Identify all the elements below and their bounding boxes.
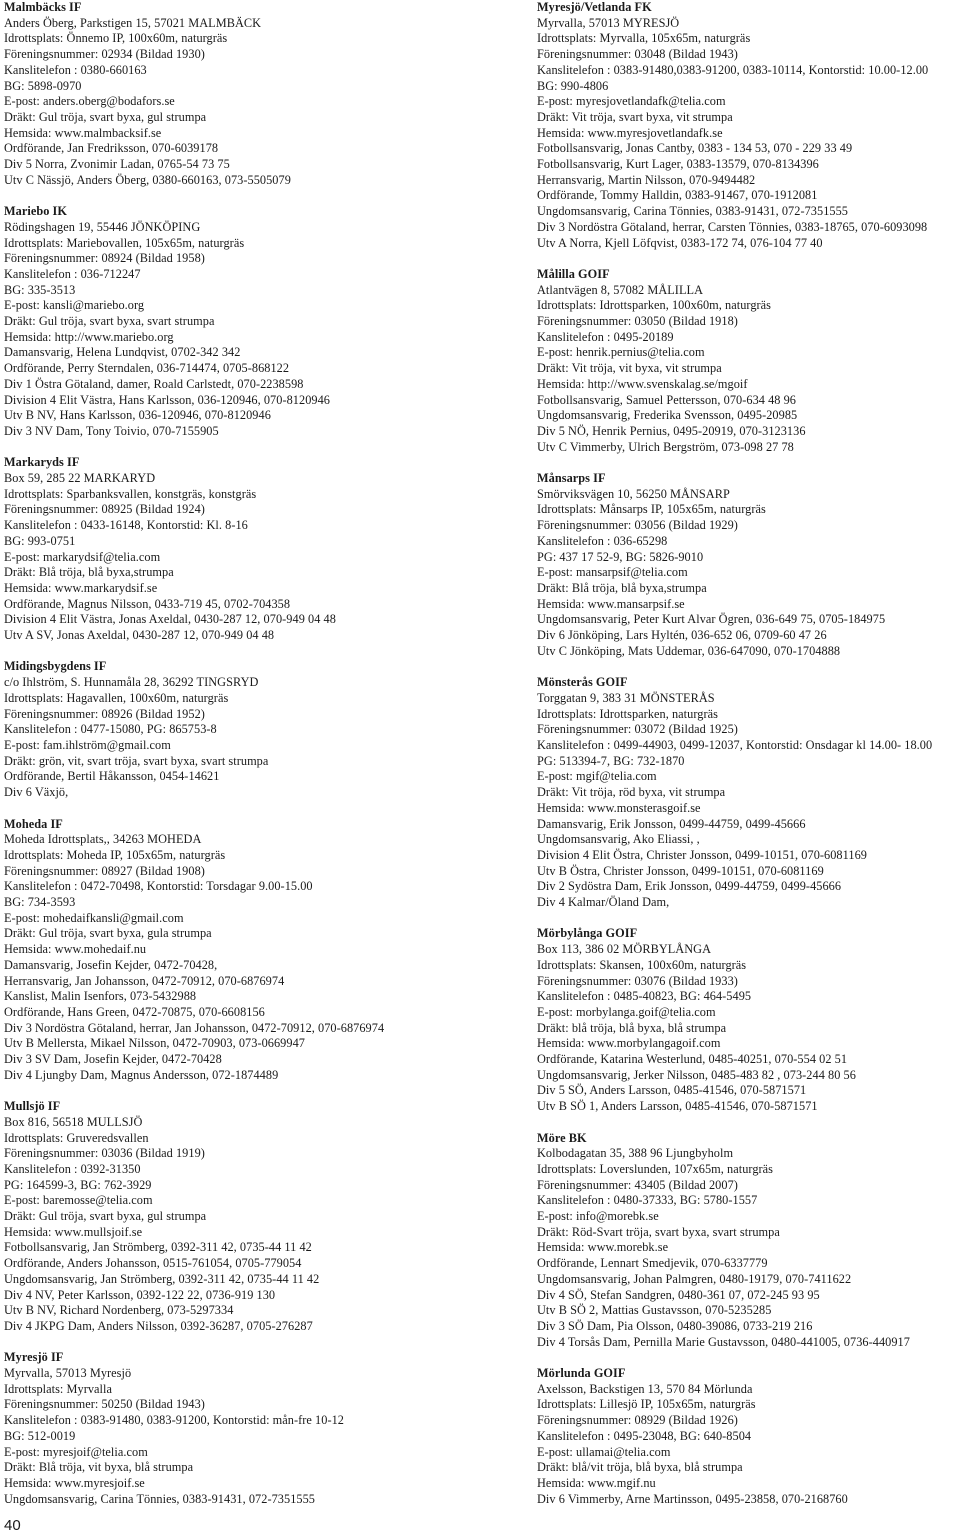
club-detail-line: Div 6 Jönköping, Lars Hyltén, 036-652 06, 0709-60 47 26 [537, 628, 827, 643]
club-detail-line: Kanslitelefon : 036-65298 [537, 533, 668, 548]
club-detail-line: Idrottsplats: Idrottsparken, naturgräs [537, 706, 718, 721]
page-number: 40 [4, 1517, 21, 1534]
club-detail-line: Kanslitelefon : 0383-91480,0383-91200, 0383-10114, Kontorstid: 10.00-12.00 [537, 62, 929, 77]
club-detail-line: Div 3 SÖ Dam, Pia Olsson, 0480-39086, 0733-219 216 [537, 1318, 813, 1333]
club-name: Mörbylånga GOIF [537, 926, 638, 941]
club-detail-line: PG: 513394-7, BG: 732-1870 [537, 753, 685, 768]
club-entry-mullsjo-if [4, 1099, 472, 1335]
club-detail-line: Hemsida: www.markarydsif.se [4, 580, 158, 595]
club-detail-line: Idrottsplats: Myrvalla [4, 1381, 112, 1396]
club-detail-line: Moheda Idrottsplats,, 34263 MOHEDA [4, 832, 202, 847]
club-detail-line: PG: 164599-3, BG: 762-3929 [4, 1177, 152, 1192]
club-detail-line: BG: 990-4806 [537, 78, 609, 93]
club-detail-line: Herransvarig, Jan Johansson, 0472-70912, 070-6876974 [4, 973, 285, 988]
club-detail-line: Utv B SÖ 2, Mattias Gustavsson, 070-5235285 [537, 1303, 772, 1318]
club-detail-line: Div 4 Ljungby Dam, Magnus Andersson, 072-1874489 [4, 1067, 279, 1082]
club-detail-line: Föreningsnummer: 08925 (Bildad 1924) [4, 502, 205, 517]
club-detail-line: BG: 993-0751 [4, 533, 76, 548]
club-detail-line: Föreningsnummer: 03056 (Bildad 1929) [537, 518, 738, 533]
club-detail-line: Div 5 NÖ, Henrik Pernius, 0495-20919, 070-3123136 [537, 423, 806, 438]
club-detail-line: Fotbollsansvarig, Jan Strömberg, 0392-311 42, 0735-44 11 42 [4, 1240, 312, 1255]
club-detail-line: Div 5 Norra, Zvonimir Ladan, 0765-54 73 75 [4, 157, 230, 172]
club-detail-line: Ungdomsansvarig, Carina Tönnies, 0383-91431, 072-7351555 [537, 204, 848, 219]
club-detail-line: Kanslitelefon : 0495-23048, BG: 640-8504 [537, 1428, 752, 1443]
club-detail-line: Myrvalla, 57013 MYRESJÖ [537, 15, 680, 30]
club-detail-line: Hemsida: www.malmbacksif.se [4, 125, 162, 140]
club-entry-myresjo-vetlanda-fk [537, 0, 957, 251]
club-entry-mansarps-if [537, 471, 957, 659]
club-detail-line: BG: 734-3593 [4, 895, 76, 910]
club-detail-line: Idrottsplats: Sparbanksvallen, konstgräs, konstgräs [4, 486, 257, 501]
club-detail-line: Utv B NV, Hans Karlsson, 036-120946, 070-8120946 [4, 408, 271, 423]
club-detail-line: E-post: myresjoif@telia.com [4, 1444, 148, 1459]
club-detail-line: Hemsida: www.mansarpsif.se [537, 596, 685, 611]
club-detail-line: Kanslitelefon : 0383-91480, 0383-91200, Kontorstid: mån-fre 10-12 [4, 1413, 344, 1428]
club-detail-line: Ordförande, Magnus Nilsson, 0433-719 45, 0702-704358 [4, 596, 291, 611]
club-detail-line: Fotbollsansvarig, Samuel Pettersson, 070-634 48 96 [537, 392, 797, 407]
club-detail-line: Utv B Östra, Christer Jonsson, 0499-10151, 070-6081169 [537, 863, 824, 878]
club-detail-line: Utv A SV, Jonas Axeldal, 0430-287 12, 070-949 04 48 [4, 628, 275, 643]
club-detail-line: Dräkt: Blå tröja, vit byxa, blå strumpa [4, 1460, 194, 1475]
club-entry-more-bk [537, 1131, 957, 1351]
club-detail-line: Utv C Nässjö, Anders Öberg, 0380-660163, 073-5505079 [4, 172, 291, 187]
club-detail-line: Dräkt: Gul tröja, svart byxa, gula strumpa [4, 926, 212, 941]
club-detail-line: Dräkt: Blå tröja, blå byxa,strumpa [4, 565, 174, 580]
club-detail-line: Div 3 Nordöstra Götaland, herrar, Carsten Tönnies, 0383-18765, 070-6093098 [537, 219, 928, 234]
club-detail-line: Division 4 Elit Västra, Hans Karlsson, 036-120946, 070-8120946 [4, 392, 330, 407]
club-detail-line: E-post: ullamai@telia.com [537, 1444, 671, 1459]
club-detail-line: E-post: baremosse@telia.com [4, 1193, 153, 1208]
left-column [4, 0, 472, 1507]
club-detail-line: Div 6 Vimmerby, Arne Martinsson, 0495-23858, 070-2168760 [537, 1491, 848, 1506]
club-detail-line: Hemsida: www.mohedaif.nu [4, 942, 147, 957]
club-detail-line: BG: 5898-0970 [4, 78, 82, 93]
club-detail-line: Utv C Jönköping, Mats Uddemar, 036-647090, 070-1704888 [537, 643, 841, 658]
club-entry-morlunda-goif [537, 1366, 957, 1507]
club-detail-line: E-post: fam.ihlström@gmail.com [4, 738, 171, 752]
club-detail-line: Föreningsnummer: 43405 (Bildad 2007) [537, 1177, 738, 1192]
club-entry-midingsbygdens-if [4, 659, 472, 800]
club-entry-mariebo-ik [4, 204, 472, 440]
club-detail-line: Ordförande, Jan Fredriksson, 070-6039178 [4, 141, 219, 156]
club-name: Målilla GOIF [537, 266, 610, 281]
club-detail-line: Idrottsplats: Önnemo IP, 100x60m, naturgräs [4, 31, 228, 46]
club-detail-line: Ungdomsansvarig, Ako Eliassi, , [537, 832, 700, 847]
club-detail-line: Div 3 NV Dam, Tony Toivio, 070-7155905 [4, 423, 219, 438]
club-detail-line: Kanslitelefon : 0480-37333, BG: 5780-1557 [537, 1193, 758, 1208]
club-detail-line: Kanslitelefon : 0495-20189 [537, 329, 674, 344]
club-detail-line: Fotbollsansvarig, Kurt Lager, 0383-13579, 070-8134396 [537, 157, 819, 172]
club-name: Mariebo IK [4, 204, 67, 219]
club-detail-line: Ordförande, Anders Johansson, 0515-761054, 0705-779054 [4, 1256, 302, 1271]
club-detail-line: Föreningsnummer: 02934 (Bildad 1930) [4, 47, 205, 62]
club-entry-myresjo-if [4, 1350, 472, 1507]
club-detail-line: Dräkt: Gul tröja, svart byxa, gul strumpa [4, 1209, 207, 1224]
club-detail-line: Hemsida: www.monsterasgoif.se [537, 800, 701, 815]
club-detail-line: Damansvarig, Helena Lundqvist, 0702-342 342 [4, 345, 241, 360]
club-detail-line: Dräkt: grön, vit, svart tröja, svart byxa, svart strumpa [4, 753, 269, 768]
club-detail-line: Division 4 Elit Västra, Jonas Axeldal, 0430-287 12, 070-949 04 48 [4, 612, 336, 627]
club-detail-line: Utv B SÖ 1, Anders Larsson, 0485-41546, 070-5871571 [537, 1099, 818, 1114]
club-detail-line: Kanslist, Malin Isenfors, 073-5432988 [4, 989, 197, 1004]
club-detail-line: Dräkt: blå tröja, blå byxa, blå strumpa [537, 1020, 727, 1035]
club-detail-line: Ordförande, Perry Sterndalen, 036-714474, 0705-868122 [4, 361, 290, 376]
club-detail-line: Anders Öberg, Parkstigen 15, 57021 MALMBÄCK [4, 15, 262, 30]
club-detail-line: Div 3 Nordöstra Götaland, herrar, Jan Johansson, 0472-70912, 070-6876974 [4, 1020, 385, 1035]
club-entry-monsteras-goif [537, 675, 957, 911]
club-detail-line: Ungdomsansvarig, Carina Tönnies, 0383-91431, 072-7351555 [4, 1491, 315, 1506]
club-detail-line: E-post: mansarpsif@telia.com [537, 565, 688, 580]
club-detail-line: Kanslitelefon : 0477-15080, PG: 865753-8 [4, 722, 217, 737]
club-detail-line: Ungdomsansvarig, Jerker Nilsson, 0485-483 82 , 073-244 80 56 [537, 1067, 856, 1082]
club-detail-line: E-post: mohedaifkansli@gmail.com [4, 910, 184, 925]
club-detail-line: E-post: kansli@mariebo.org [4, 298, 145, 313]
club-detail-line: Utv B Mellersta, Mikael Nilsson, 0472-70903, 073-0669947 [4, 1036, 305, 1051]
club-detail-line: Kanslitelefon : 036-712247 [4, 266, 141, 281]
club-detail-line: Box 816, 56518 MULLSJÖ [4, 1114, 143, 1129]
club-detail-line: Kanslitelefon : 0499-44903, 0499-12037, Kontorstid: Onsdagar kl 14.00- 18.00 [537, 738, 933, 752]
club-detail-line: Myrvalla, 57013 Myresjö [4, 1366, 132, 1381]
club-detail-line: Föreningsnummer: 08926 (Bildad 1952) [4, 706, 205, 721]
club-detail-line: Div 3 SV Dam, Josefin Kejder, 0472-70428 [4, 1052, 222, 1067]
club-detail-line: Idrottsplats: Lillesjö IP, 105x65m, naturgräs [537, 1397, 756, 1412]
club-detail-line: Kanslitelefon : 0472-70498, Kontorstid: Torsdagar 9.00-15.00 [4, 879, 313, 894]
club-detail-line: E-post: markarydsif@telia.com [4, 549, 161, 564]
club-detail-line: Föreningsnummer: 03050 (Bildad 1918) [537, 314, 738, 329]
club-detail-line: Idrottsplats: Gruveredsvallen [4, 1130, 149, 1145]
club-detail-line: Kanslitelefon : 0380-660163 [4, 62, 147, 77]
club-detail-line: Föreningsnummer: 08927 (Bildad 1908) [4, 863, 205, 878]
club-detail-line: Hemsida: www.morbylangagoif.com [537, 1036, 721, 1051]
club-detail-line: Idrottsplats: Hagavallen, 100x60m, naturgräs [4, 690, 229, 705]
club-detail-line: Kolbodagatan 35, 388 96 Ljungbyholm [537, 1146, 734, 1161]
club-detail-line: Kanslitelefon : 0392-31350 [4, 1161, 141, 1176]
club-detail-line: Idrottsplats: Moheda IP, 105x65m, naturgräs [4, 847, 226, 862]
club-detail-line: Div 1 Östra Götaland, damer, Roald Carlstedt, 070-2238598 [4, 376, 304, 391]
club-detail-line: E-post: anders.oberg@bodafors.se [4, 94, 175, 109]
club-detail-line: Föreningsnummer: 50250 (Bildad 1943) [4, 1397, 205, 1412]
club-detail-line: Ungdomsansvarig, Johan Palmgren, 0480-19179, 070-7411622 [537, 1271, 852, 1286]
club-entry-morbylanga-goif [537, 926, 957, 1114]
club-entry-markaryds-if [4, 455, 472, 643]
club-detail-line: Div 4 NV, Peter Karlsson, 0392-122 22, 0736-919 130 [4, 1287, 276, 1302]
club-detail-line: Smörviksvägen 10, 56250 MÅNSARP [537, 486, 730, 501]
club-detail-line: Utv B NV, Richard Nordenberg, 073-5297334 [4, 1303, 234, 1318]
club-detail-line: Hemsida: www.mgif.nu [537, 1476, 656, 1490]
club-detail-line: Idrottsplats: Månsarps IP, 105x65m, naturgräs [537, 502, 766, 517]
club-detail-line: Ordförande, Bertil Håkansson, 0454-14621 [4, 769, 220, 784]
club-detail-line: Box 59, 285 22 MARKARYD [4, 471, 156, 486]
club-detail-line: Div 2 Sydöstra Dam, Erik Jonsson, 0499-44759, 0499-45666 [537, 879, 842, 894]
club-detail-line: Div 4 SÖ, Stefan Sandgren, 0480-361 07, 072-245 93 95 [537, 1287, 820, 1302]
club-name: Moheda IF [4, 816, 63, 831]
club-detail-line: Damansvarig, Erik Jonsson, 0499-44759, 0499-45666 [537, 816, 806, 831]
club-name: Möre BK [537, 1130, 587, 1145]
club-detail-line: Kanslitelefon : 0433-16148, Kontorstid: Kl. 8-16 [4, 518, 248, 533]
club-name: Myresjö/Vetlanda FK [537, 0, 652, 14]
club-detail-line: Utv A Norra, Kjell Löfqvist, 0383-172 74, 076-104 77 40 [537, 235, 823, 250]
club-detail-line: Div 6 Växjö, [4, 785, 69, 800]
club-detail-line: E-post: morbylanga.goif@telia.com [537, 1004, 716, 1019]
club-detail-line: Box 113, 386 02 MÖRBYLÅNGA [537, 942, 712, 957]
club-detail-line: Div 4 Torsås Dam, Pernilla Marie Gustavsson, 0480-441005, 0736-440917 [537, 1334, 910, 1349]
club-detail-line: E-post: info@morebk.se [537, 1209, 659, 1224]
club-detail-line: Torggatan 9, 383 31 MÖNSTERÅS [537, 690, 715, 705]
club-detail-line: Föreningsnummer: 03048 (Bildad 1943) [537, 47, 738, 62]
club-detail-line: Ordförande, Hans Green, 0472-70875, 070-6608156 [4, 1004, 265, 1019]
club-detail-line: Dräkt: Vit tröja, vit byxa, vit strumpa [537, 361, 722, 376]
club-name: Mörlunda GOIF [537, 1366, 626, 1381]
club-name: Markaryds IF [4, 455, 80, 470]
club-detail-line: Dräkt: Gul tröja, svart byxa, gul strumpa [4, 109, 207, 124]
club-entry-moheda-if [4, 817, 472, 1084]
club-detail-line: Kanslitelefon : 0485-40823, BG: 464-5495 [537, 989, 752, 1004]
club-name: Midingsbygdens IF [4, 659, 107, 674]
club-detail-line: PG: 437 17 52-9, BG: 5826-9010 [537, 549, 704, 564]
club-detail-line: Div 4 Kalmar/Öland Dam, [537, 895, 670, 910]
club-detail-line: Ordförande, Lennart Smedjevik, 070-6337779 [537, 1256, 768, 1271]
club-detail-line: Utv C Vimmerby, Ulrich Bergström, 073-098 27 78 [537, 439, 794, 454]
club-detail-line: Idrottsplats: Mariebovallen, 105x65m, naturgräs [4, 235, 245, 250]
club-detail-line: Rödingshagen 19, 55446 JÖNKÖPING [4, 219, 201, 234]
club-detail-line: Ungdomsansvarig, Jan Strömberg, 0392-311 42, 0735-44 11 42 [4, 1271, 320, 1286]
club-detail-line: BG: 335-3513 [4, 282, 76, 297]
club-detail-line: Damansvarig, Josefin Kejder, 0472-70428, [4, 957, 218, 972]
club-detail-line: Atlantvägen 8, 57082 MÅLILLA [537, 282, 704, 297]
club-detail-line: Föreningsnummer: 08929 (Bildad 1926) [537, 1413, 738, 1428]
club-name: Mönsterås GOIF [537, 675, 628, 690]
club-detail-line: Dräkt: blå/vit tröja, blå byxa, blå strumpa [537, 1460, 743, 1475]
club-detail-line: Ordförande, Tommy Halldin, 0383-91467, 070-1912081 [537, 188, 818, 203]
club-detail-line: E-post: henrik.pernius@telia.com [537, 345, 705, 360]
club-detail-line: c/o Ihlström, S. Hunnamåla 28, 36292 TINGSRYD [4, 675, 259, 690]
club-detail-line: Dräkt: Röd-Svart tröja, svart byxa, svart strumpa [537, 1224, 780, 1239]
club-detail-line: Föreningsnummer: 03076 (Bildad 1933) [537, 973, 738, 988]
club-name: Myresjö IF [4, 1350, 64, 1365]
club-detail-line: Division 4 Elit Östra, Christer Jonsson, 0499-10151, 070-6081169 [537, 847, 867, 862]
club-detail-line: Ungdomsansvarig, Peter Kurt Alvar Ögren, 036-649 75, 0705-184975 [537, 612, 886, 627]
club-detail-line: Axelsson, Backstigen 13, 570 84 Mörlunda [537, 1381, 753, 1396]
club-detail-line: Div 4 JKPG Dam, Anders Nilsson, 0392-36287, 0705-276287 [4, 1318, 313, 1333]
club-detail-line: Hemsida: www.morebk.se [537, 1240, 669, 1255]
club-detail-line: Hemsida: http://www.svenskalag.se/mgoif [537, 376, 748, 391]
club-detail-line: Idrottsplats: Skansen, 100x60m, naturgräs [537, 957, 747, 972]
club-detail-line: Idrottsplats: Loverslunden, 107x65m, naturgräs [537, 1161, 774, 1176]
club-entry-malilla-goif [537, 267, 957, 455]
club-detail-line: Ungdomsansvarig, Frederika Svensson, 0495-20985 [537, 408, 798, 423]
club-detail-line: Hemsida: http://www.mariebo.org [4, 329, 174, 344]
club-detail-line: BG: 512-0019 [4, 1428, 76, 1443]
club-name: Mullsjö IF [4, 1099, 61, 1114]
club-detail-line: E-post: mgif@telia.com [537, 769, 657, 784]
club-detail-line: Idrottsplats: Idrottsparken, 100x60m, naturgräs [537, 298, 772, 313]
club-detail-line: Dräkt: Vit tröja, röd byxa, vit strumpa [537, 785, 726, 800]
club-detail-line: Ordförande, Katarina Westerlund, 0485-40251, 070-554 02 51 [537, 1052, 848, 1067]
club-detail-line: Föreningsnummer: 03036 (Bildad 1919) [4, 1146, 205, 1161]
club-detail-line: Hemsida: www.myresjovetlandafk.se [537, 125, 723, 140]
club-detail-line: E-post: myresjovetlandafk@telia.com [537, 94, 726, 109]
club-name: Malmbäcks IF [4, 0, 82, 14]
club-detail-line: Fotbollsansvarig, Jonas Cantby, 0383 - 134 53, 070 - 229 33 49 [537, 141, 853, 156]
club-detail-line: Dräkt: Blå tröja, blå byxa,strumpa [537, 580, 707, 595]
club-detail-line: Dräkt: Gul tröja, svart byxa, svart strumpa [4, 314, 215, 329]
right-column [537, 0, 957, 1507]
club-entry-malmbacks-if [4, 0, 472, 188]
club-detail-line: Föreningsnummer: 08924 (Bildad 1958) [4, 251, 205, 266]
club-detail-line: Hemsida: www.mullsjoif.se [4, 1224, 143, 1239]
club-detail-line: Dräkt: Vit tröja, svart byxa, vit strumpa [537, 109, 733, 124]
club-detail-line: Föreningsnummer: 03072 (Bildad 1925) [537, 722, 738, 737]
club-detail-line: Hemsida: www.myresjoif.se [4, 1476, 145, 1490]
club-detail-line: Div 5 SÖ, Anders Larsson, 0485-41546, 070-5871571 [537, 1083, 807, 1098]
club-detail-line: Idrottsplats: Myrvalla, 105x65m, naturgräs [537, 31, 751, 46]
club-name: Månsarps IF [537, 471, 606, 486]
club-detail-line: Herransvarig, Martin Nilsson, 070-9494482 [537, 172, 756, 187]
